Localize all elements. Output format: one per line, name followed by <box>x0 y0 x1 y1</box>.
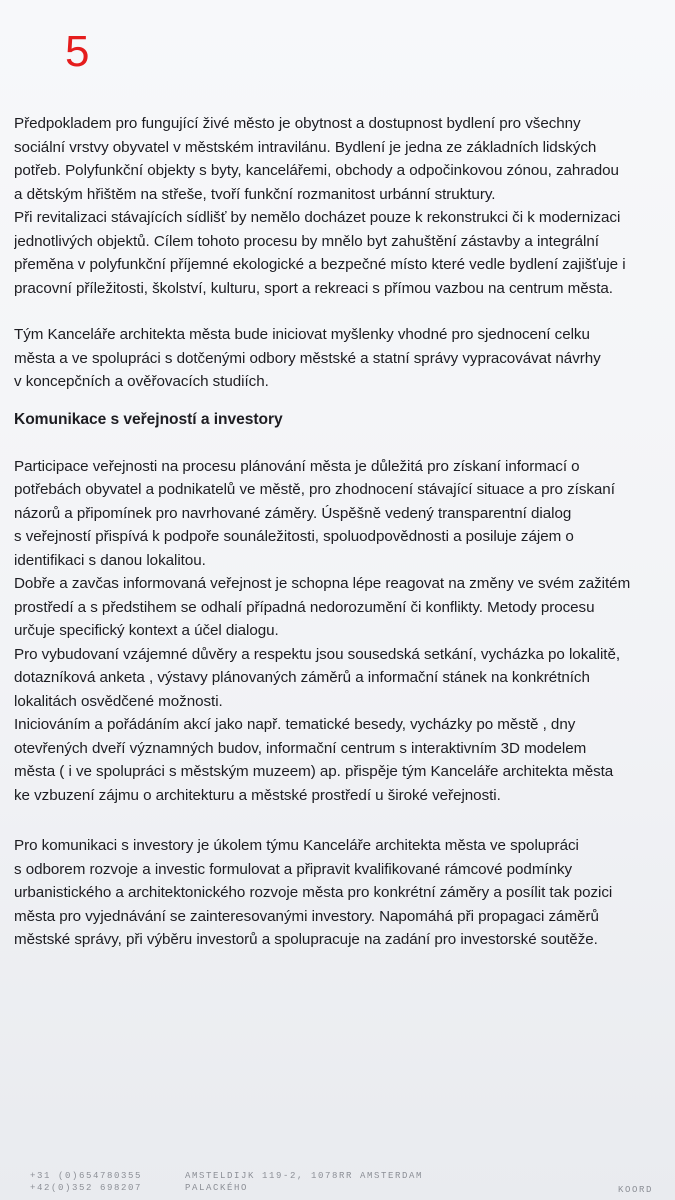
text-line: lokalitách osvědčené možnosti. <box>14 692 223 710</box>
text-line: otevřených dveří významných budov, informační centrum s interaktivním 3D modelem <box>14 739 587 757</box>
text-line: a dětským hřištěm na střeše, tvoří funkční rozmanitost urbánní struktury. <box>14 185 496 203</box>
text-line: ke vzbuzení zájmu o architekturu a městské prostředí u široké veřejnosti. <box>14 786 501 804</box>
paragraph-spacer <box>14 394 664 408</box>
footer-phone: +31 (0)654780355 <box>30 1171 143 1181</box>
footer-address-line: AMSTELDIJK 119-2, 1078RR AMSTERDAM <box>185 1171 424 1181</box>
text-line: názorů a připomínek pro navrhované záměry. Úspěšně vedený transparentní dialog <box>14 504 572 522</box>
text-line: Při revitalizaci stávajících sídlišť by nemělo docházet pouze k rekonstrukci či k modernizaci <box>14 209 621 226</box>
text-line: v koncepčních a ověřovacích studiích. <box>14 373 269 390</box>
text-line: sociální vrstvy obyvatel v městském intravilánu. Bydlení je jedna ze základních lidských <box>14 138 597 156</box>
text-line: pracovní příležitosti, školství, kulturu, sport a rekreaci s přímou vazbou na centrum města. <box>14 279 613 297</box>
text-line: města ( i ve spolupráci s městským muzeem) ap. přispěje tým Kanceláře architekta města <box>14 763 614 780</box>
text-line: dotazníková anketa , výstavy plánovaných záměrů a informační stánek na konkrétních <box>14 669 590 686</box>
footer-right <box>618 1184 653 1196</box>
paragraph-spacer <box>14 432 664 455</box>
document-body <box>14 112 664 952</box>
text-line: prostředí a s předstihem se odhalí případná nedorozumění či konflikty. Metody procesu <box>14 598 595 616</box>
text-line: města a ve spolupráci s dotčenými odbory městské a statní správy vypracovávat návrhy <box>14 349 601 367</box>
paragraph-spacer <box>14 300 664 323</box>
footer-address <box>185 1170 423 1194</box>
text-line: jednotlivých objektů. Cílem tohoto procesu by mnělo byt zahuštění zástavby a integrální <box>14 232 599 250</box>
footer-phone: +42(0)352 698207 <box>30 1183 143 1193</box>
text-line: města pro vyjednávání se zainteresovanými investory. Napomáhá při propagaci záměrů <box>14 907 599 925</box>
footer-address-line: PALACKÉHO <box>185 1183 249 1193</box>
text-line: Pro komunikaci s investory je úkolem týmu Kanceláře architekta města ve spolupráci <box>14 837 579 854</box>
paragraph-team-initiative <box>14 323 664 394</box>
text-line: s odborem rozvoje a investic formulovat a připravit kvalifikované rámcové podmínky <box>14 860 573 878</box>
text-line: určuje specifický kontext a účel dialogu. <box>14 622 279 639</box>
footer-phones <box>30 1170 142 1194</box>
text-line: Dobře a zavčas informovaná veřejnost je schopna lépe reagovat na změny ve svém zažitém <box>14 575 631 592</box>
text-line: Tým Kanceláře architekta města bude iniciovat myšlenky vhodné pro sjednocení celku <box>14 326 590 343</box>
footer-right-text: KOORD <box>618 1185 654 1195</box>
text-line: identifikaci s danou lokalitou. <box>14 551 206 569</box>
paragraph-spacer <box>14 807 664 834</box>
text-line: s veřejností přispívá k podpoře sounáležitosti, spoluodpovědnosti a posiluje zájem o <box>14 528 574 545</box>
text-line: potřeb. Polyfunkční objekty s byty, kancelářemi, obchody a odpočinkovou zónou, zahradou <box>14 162 619 179</box>
text-line: městské správy, při výběru investorů a spolupracuje na zadání pro investorské soutěže. <box>14 931 598 948</box>
text-line: Předpokladem pro fungující živé město je obytnost a dostupnost bydlení pro všechny <box>14 115 581 132</box>
text-line: Iniciováním a pořádáním akcí jako např. tematické besedy, vycházky po městě , dny <box>14 716 576 733</box>
paragraph-housing <box>14 112 664 300</box>
page-number: 5 <box>65 27 90 76</box>
paragraph-investors <box>14 834 664 952</box>
text-line: urbanistického a architektonického rozvoje města pro konkrétní záměry a posílit tak pozici <box>14 884 613 901</box>
text-line: Participace veřejnosti na procesu plánování města je důležitá pro získaní informací o <box>14 457 580 475</box>
paragraph-public-participation <box>14 455 664 808</box>
text-line: potřebách obyvatel a podnikatelů ve městě, pro zhodnocení stávající situace a pro získaní <box>14 481 615 498</box>
text-line: Pro vybudovaní vzájemné důvěry a respektu jsou sousedská setkání, vycházka po lokalitě, <box>14 645 621 663</box>
section-heading: Komunikace s veřejností a investory <box>14 410 283 428</box>
text-line: přeměna v polyfunkční příjemné ekologické a bezpečné místo které vedle bydlení zajišťuje i <box>14 256 626 273</box>
